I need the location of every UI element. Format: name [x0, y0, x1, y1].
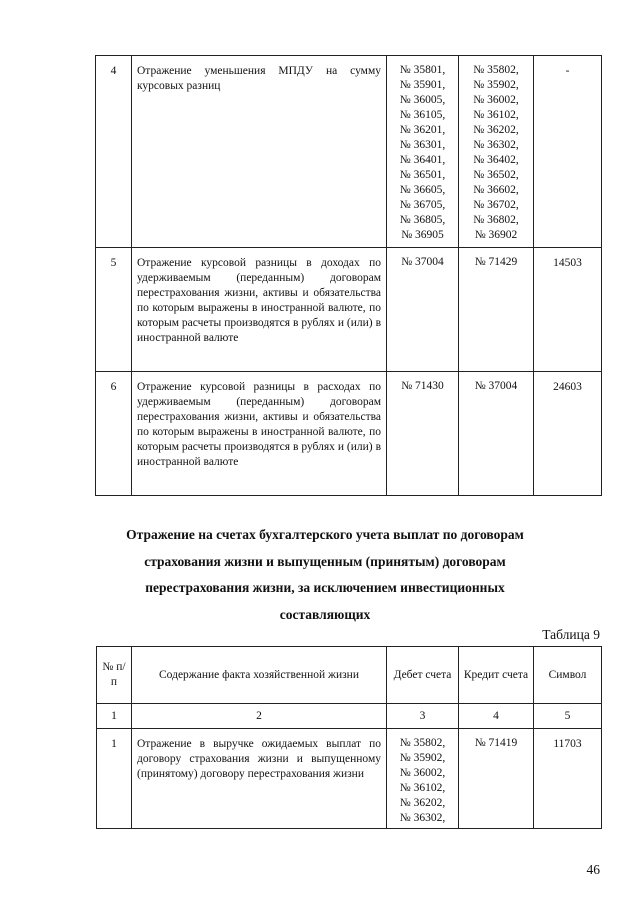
- header-symbol: Символ: [534, 647, 602, 704]
- row-description: Отражение курсовой разницы в доходах по удерживаемым (переданным) договорам перестрахования жизни, активы и обязательства по которым выражены в иностранной валюте, по которым расчеты производятся в рублях и (или) в иностранной валюте: [132, 248, 387, 372]
- row-symbol: 11703: [534, 729, 602, 829]
- column-number: 1: [97, 704, 132, 729]
- debit-accounts: № 37004: [387, 248, 459, 372]
- credit-accounts: № 37004: [459, 372, 534, 496]
- column-number: 3: [387, 704, 459, 729]
- row-symbol: 24603: [534, 372, 602, 496]
- debit-accounts: № 35801, № 35901, № 36005, № 36105, № 36201, № 36301, № 36401, № 36501, № 36605, № 36705, № 36805, № 36905: [387, 56, 459, 248]
- column-number: 4: [459, 704, 534, 729]
- section-heading: Отражение на счетах бухгалтерского учета выплат по договорам страхования жизни и выпущенным (принятым) договорам перестрахования жизни, за исключением инвестиционных составляющих: [126, 527, 524, 622]
- accounts-table-9: [96, 646, 602, 829]
- accounts-table-continued: [95, 55, 602, 496]
- row-symbol: 14503: [534, 248, 602, 372]
- credit-accounts: № 71419: [459, 729, 534, 829]
- credit-accounts: № 35802, № 35902, № 36002, № 36102, № 36202, № 36302, № 36402, № 36502, № 36602, № 36702, № 36802, № 36902: [459, 56, 534, 248]
- table-row: [96, 248, 602, 372]
- credit-accounts: № 71429: [459, 248, 534, 372]
- column-number: 5: [534, 704, 602, 729]
- header-description: Содержание факта хозяйственной жизни: [132, 647, 387, 704]
- debit-accounts: № 71430: [387, 372, 459, 496]
- header-credit: Кредит счета: [459, 647, 534, 704]
- row-description: Отражение уменьшения МПДУ на сумму курсовых разниц: [132, 56, 387, 248]
- row-description: Отражение в выручке ожидаемых выплат по договору страхования жизни и выпущенному (принятому) договору перестрахования жизни: [132, 729, 387, 829]
- page-number: 46: [586, 862, 600, 877]
- row-number: 5: [96, 248, 132, 372]
- table-row: [96, 372, 602, 496]
- debit-accounts: № 35802, № 35902, № 36002, № 36102, № 36202, № 36302,: [387, 729, 459, 829]
- row-number: 1: [97, 729, 132, 829]
- table-label: Таблица 9: [542, 627, 600, 642]
- column-number: 2: [132, 704, 387, 729]
- table-row: [96, 56, 602, 248]
- table-row: [97, 729, 602, 829]
- row-number: 6: [96, 372, 132, 496]
- row-description: Отражение курсовой разницы в расходах по удерживаемым (переданным) договорам перестрахования жизни, активы и обязательства по которым выражены в иностранной валюте, по которым расчеты производятся в рублях и (или) в иностранной валюте: [132, 372, 387, 496]
- header-debit: Дебет счета: [387, 647, 459, 704]
- row-symbol: -: [534, 56, 602, 248]
- column-number-row: [97, 704, 602, 729]
- row-number: 4: [96, 56, 132, 248]
- table-header-row: [97, 647, 602, 704]
- header-number: № п/п: [97, 647, 132, 704]
